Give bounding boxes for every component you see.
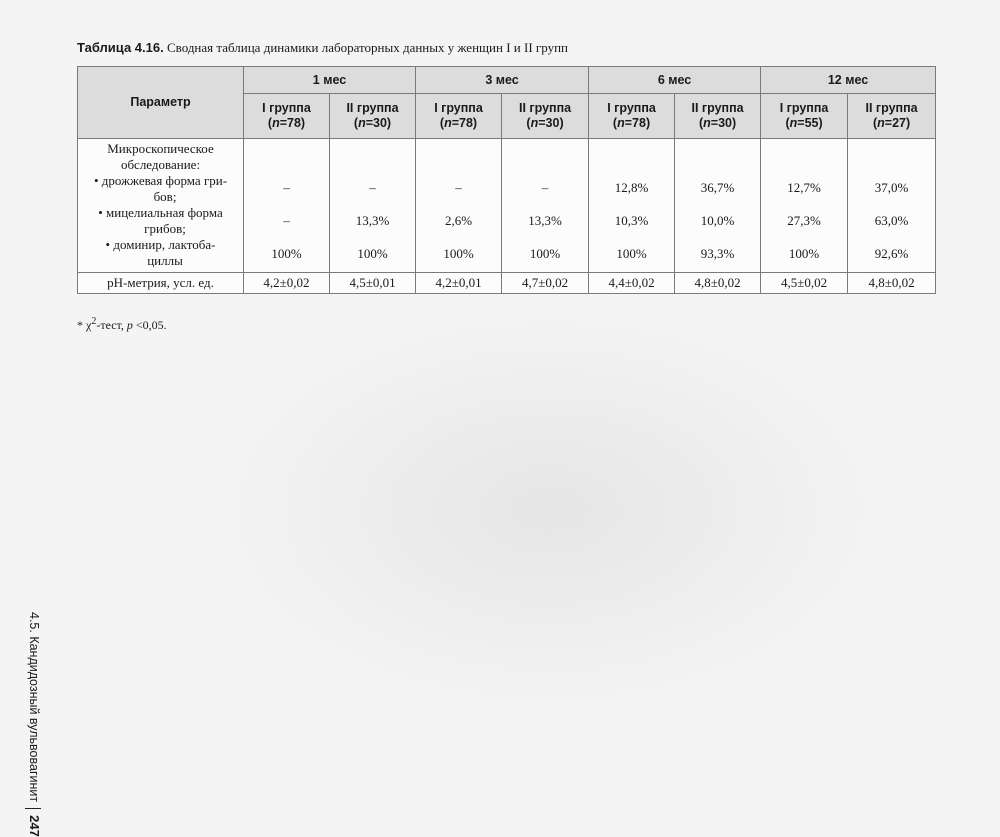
table-caption (77, 40, 568, 56)
section-title: 4.5. Кандидозный вульвовагинит (27, 612, 41, 803)
header-period-1: 1 мес (244, 67, 416, 94)
table-row-ph (78, 273, 936, 294)
page-number: 247 (27, 815, 42, 837)
header-period-3: 3 мес (416, 67, 589, 94)
page-shadow (200, 300, 900, 720)
header-group: II группа (n=27) (848, 94, 936, 139)
table-cell: – 2,6% 100% (416, 139, 502, 273)
table-cell: 4,5±0,01 (330, 273, 416, 294)
table-cell: 4,4±0,02 (589, 273, 675, 294)
table-cell: 4,7±0,02 (502, 273, 589, 294)
caption-text: Сводная таблица динамики лабораторных данных у женщин I и II групп (166, 40, 568, 55)
header-group: I группа (n=55) (761, 94, 848, 139)
running-header (25, 612, 42, 837)
table-cell: – – 100% (244, 139, 330, 273)
caption-label: Таблица 4.16. (77, 40, 164, 55)
table-cell: – 13,3% 100% (502, 139, 589, 273)
header-period-6: 6 мес (589, 67, 761, 94)
row-label-microscopy: Микроскопическое обследование: • дрожжевая форма гри- бов; • мицелиальная форма грибов; • доминир, лактоба- циллы (78, 139, 244, 273)
divider (25, 808, 41, 809)
header-group: I группа (n=78) (589, 94, 675, 139)
header-group: I группа (n=78) (416, 94, 502, 139)
table-cell: 12,8% 10,3% 100% (589, 139, 675, 273)
table-cell: 36,7% 10,0% 93,3% (675, 139, 761, 273)
table-cell: 4,5±0,02 (761, 273, 848, 294)
lab-data-table (77, 66, 936, 294)
row-label-ph: рН-метрия, усл. ед. (78, 273, 244, 294)
table-cell: 4,2±0,02 (244, 273, 330, 294)
table-cell: 4,8±0,02 (848, 273, 936, 294)
header-group: I группа (n=78) (244, 94, 330, 139)
header-group: II группа (n=30) (330, 94, 416, 139)
table-cell: – 13,3% 100% (330, 139, 416, 273)
table-row-microscopy (78, 139, 936, 273)
table-cell: 4,8±0,02 (675, 273, 761, 294)
table-cell: 12,7% 27,3% 100% (761, 139, 848, 273)
table-cell: 37,0% 63,0% 92,6% (848, 139, 936, 273)
table-footnote: * $\chi^2$-тест, p <0,05. (77, 316, 167, 332)
table-cell: 4,2±0,01 (416, 273, 502, 294)
header-period-12: 12 мес (761, 67, 936, 94)
header-group: II группа (n=30) (502, 94, 589, 139)
header-group: II группа (n=30) (675, 94, 761, 139)
header-param: Параметр (78, 67, 244, 139)
